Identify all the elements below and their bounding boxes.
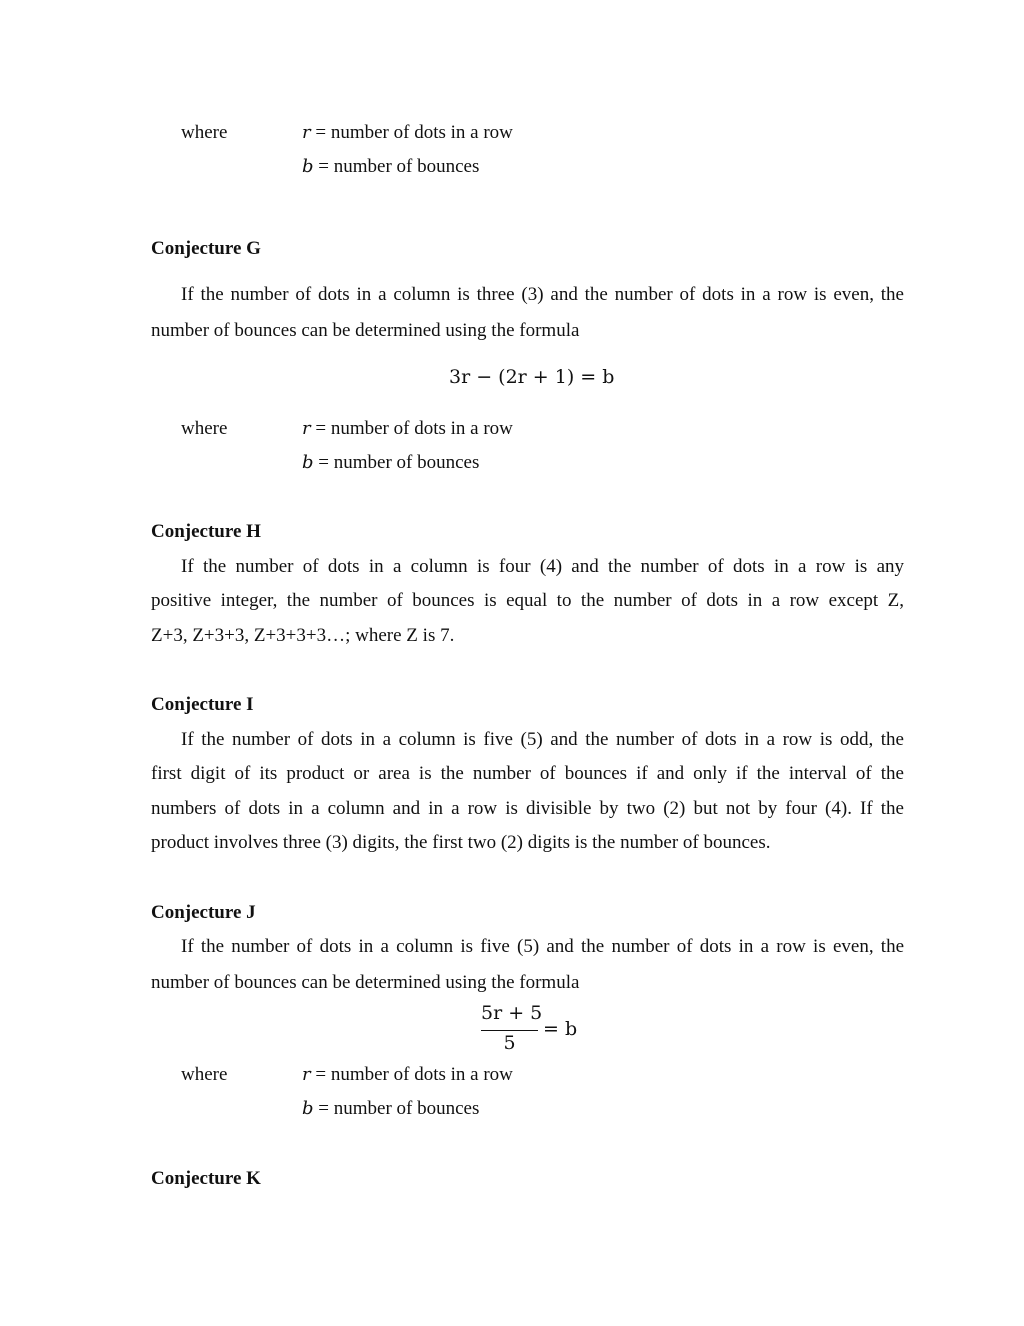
definition-r-top [302, 122, 513, 144]
conjecture-k-heading: Conjecture K [151, 1168, 261, 1189]
conjecture-g-line-1: If the number of dots in a column is three (3) and the number of dots in a row is even, the [181, 284, 904, 305]
fraction-rhs: = b [543, 1018, 578, 1040]
fraction-denominator: 5 [503, 1032, 516, 1054]
where-label-g: where [181, 418, 228, 439]
variable-r: r [302, 418, 311, 439]
conjecture-i-line-4: product involves three (3) digits, the first two (2) digits is the number of bounces. [151, 832, 771, 853]
definition-r-g [302, 418, 513, 440]
variable-r: r [302, 122, 311, 143]
where-label-top: where [181, 122, 228, 143]
conjecture-j-line-1: If the number of dots in a column is five (5) and the number of dots in a row is even, the [181, 936, 904, 957]
conjecture-i-line-1: If the number of dots in a column is five (5) and the number of dots in a row is odd, the [181, 729, 904, 750]
definition-b-text: = number of bounces [313, 156, 480, 177]
variable-b: b [302, 1098, 314, 1119]
conjecture-i-line-3: numbers of dots in a column and in a row is divisible by two (2) but not by four (4). If the [151, 798, 904, 819]
variable-b: b [302, 452, 314, 473]
conjecture-h-line-1: If the number of dots in a column is four (4) and the number of dots in a row is any [181, 556, 904, 577]
variable-b: b [302, 156, 314, 177]
definition-b-j [302, 1098, 479, 1120]
definition-r-text: = number of dots in a row [310, 1064, 513, 1085]
definition-r-text: = number of dots in a row [310, 122, 513, 143]
definition-r-j [302, 1064, 513, 1086]
definition-b-text: = number of bounces [313, 452, 480, 473]
conjecture-j-line-2: number of bounces can be determined using the formula [151, 972, 580, 993]
conjecture-g-formula: 3r − (2r + 1) = b [449, 366, 615, 388]
conjecture-h-heading: Conjecture H [151, 521, 261, 542]
definition-b-top [302, 156, 479, 178]
definition-b-g [302, 452, 479, 474]
conjecture-h-line-3: Z+3, Z+3+3, Z+3+3+3…; where Z is 7. [151, 625, 455, 646]
conjecture-i-heading: Conjecture I [151, 694, 254, 715]
fraction-numerator: 5r + 5 [481, 1002, 543, 1024]
fraction-bar [481, 1030, 538, 1031]
definition-b-text: = number of bounces [313, 1098, 480, 1119]
conjecture-j-heading: Conjecture J [151, 902, 256, 923]
definition-r-text: = number of dots in a row [310, 418, 513, 439]
conjecture-g-heading: Conjecture G [151, 238, 261, 259]
where-label-j: where [181, 1064, 228, 1085]
variable-r: r [302, 1064, 311, 1085]
conjecture-h-line-2: positive integer, the number of bounces is equal to the number of dots in a row except Z, [151, 590, 904, 611]
conjecture-i-line-2: first digit of its product or area is the number of bounces if and only if the interval of the [151, 763, 904, 784]
conjecture-g-line-2: number of bounces can be determined using the formula [151, 320, 580, 341]
